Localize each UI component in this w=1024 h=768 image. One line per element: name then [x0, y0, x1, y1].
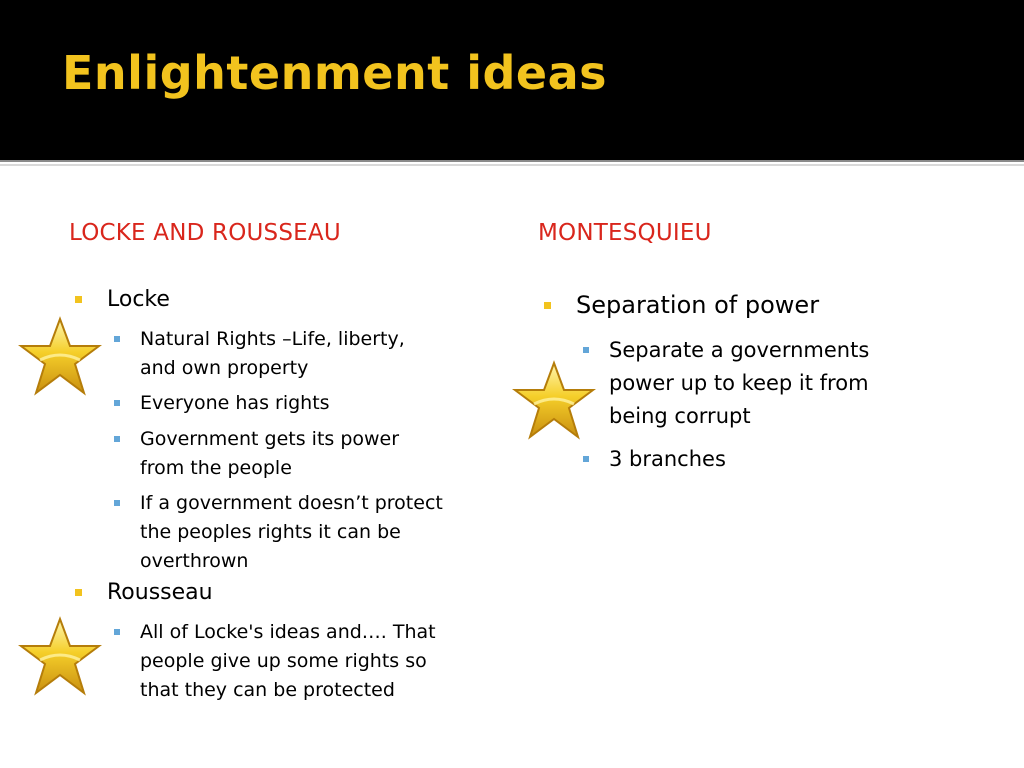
sub-item-separate-govt — [609, 334, 869, 433]
bullet-square — [114, 400, 120, 406]
title-rule-dark — [0, 160, 1024, 162]
sub-item-line: Natural Rights –Life, liberty, — [140, 328, 405, 350]
bullet-square — [583, 456, 589, 462]
list-item-separation — [576, 291, 819, 319]
sub-item-rousseau-ideas — [140, 618, 436, 705]
sub-item-line: people give up some rights so — [140, 650, 427, 672]
list-item-rousseau — [107, 580, 213, 605]
sub-item-line: Government gets its power — [140, 428, 400, 450]
list-item-label: Rousseau — [107, 580, 213, 605]
bullet-square — [114, 629, 120, 635]
sub-item-line: overthrown — [140, 550, 249, 572]
title-rule-light — [0, 164, 1024, 166]
bullet-square — [114, 500, 120, 506]
sub-item-three-branches — [609, 443, 726, 476]
sub-item-line: and own property — [140, 357, 309, 379]
sub-item-line: If a government doesn’t protect — [140, 492, 443, 514]
bullet-square — [583, 347, 589, 353]
bullet-square — [75, 296, 82, 303]
right-column-heading: MONTESQUIEU — [538, 220, 712, 246]
sub-item-line: from the people — [140, 457, 292, 479]
left-column-heading: LOCKE AND ROUSSEAU — [69, 220, 341, 246]
sub-item-natural-rights — [140, 325, 405, 383]
bullet-square — [114, 336, 120, 342]
list-item-label: Separation of power — [576, 291, 820, 319]
sub-item-line: the peoples rights it can be — [140, 521, 401, 543]
gold-star-icon — [512, 360, 596, 440]
sub-item-overthrown — [140, 489, 443, 576]
list-item-locke — [107, 287, 170, 312]
sub-item-line: Separate a governments — [609, 338, 870, 362]
sub-item-line: being corrupt — [609, 404, 751, 428]
sub-item-line: All of Locke's ideas and…. That — [140, 621, 436, 643]
sub-item-line: power up to keep it from — [609, 371, 869, 395]
sub-item-everyone-rights — [140, 389, 330, 418]
sub-item-line: 3 branches — [609, 447, 726, 471]
bullet-square — [544, 302, 551, 309]
bullet-square — [75, 589, 82, 596]
gold-star-icon — [18, 316, 102, 396]
sub-item-government-power — [140, 425, 399, 483]
sub-item-line: that they can be protected — [140, 679, 395, 701]
sub-item-line: Everyone has rights — [140, 392, 330, 414]
list-item-label: Locke — [107, 287, 170, 312]
bullet-square — [114, 436, 120, 442]
title-bar — [0, 0, 1024, 160]
gold-star-icon — [18, 616, 102, 696]
slide-title: Enlightenment ideas — [62, 46, 608, 100]
